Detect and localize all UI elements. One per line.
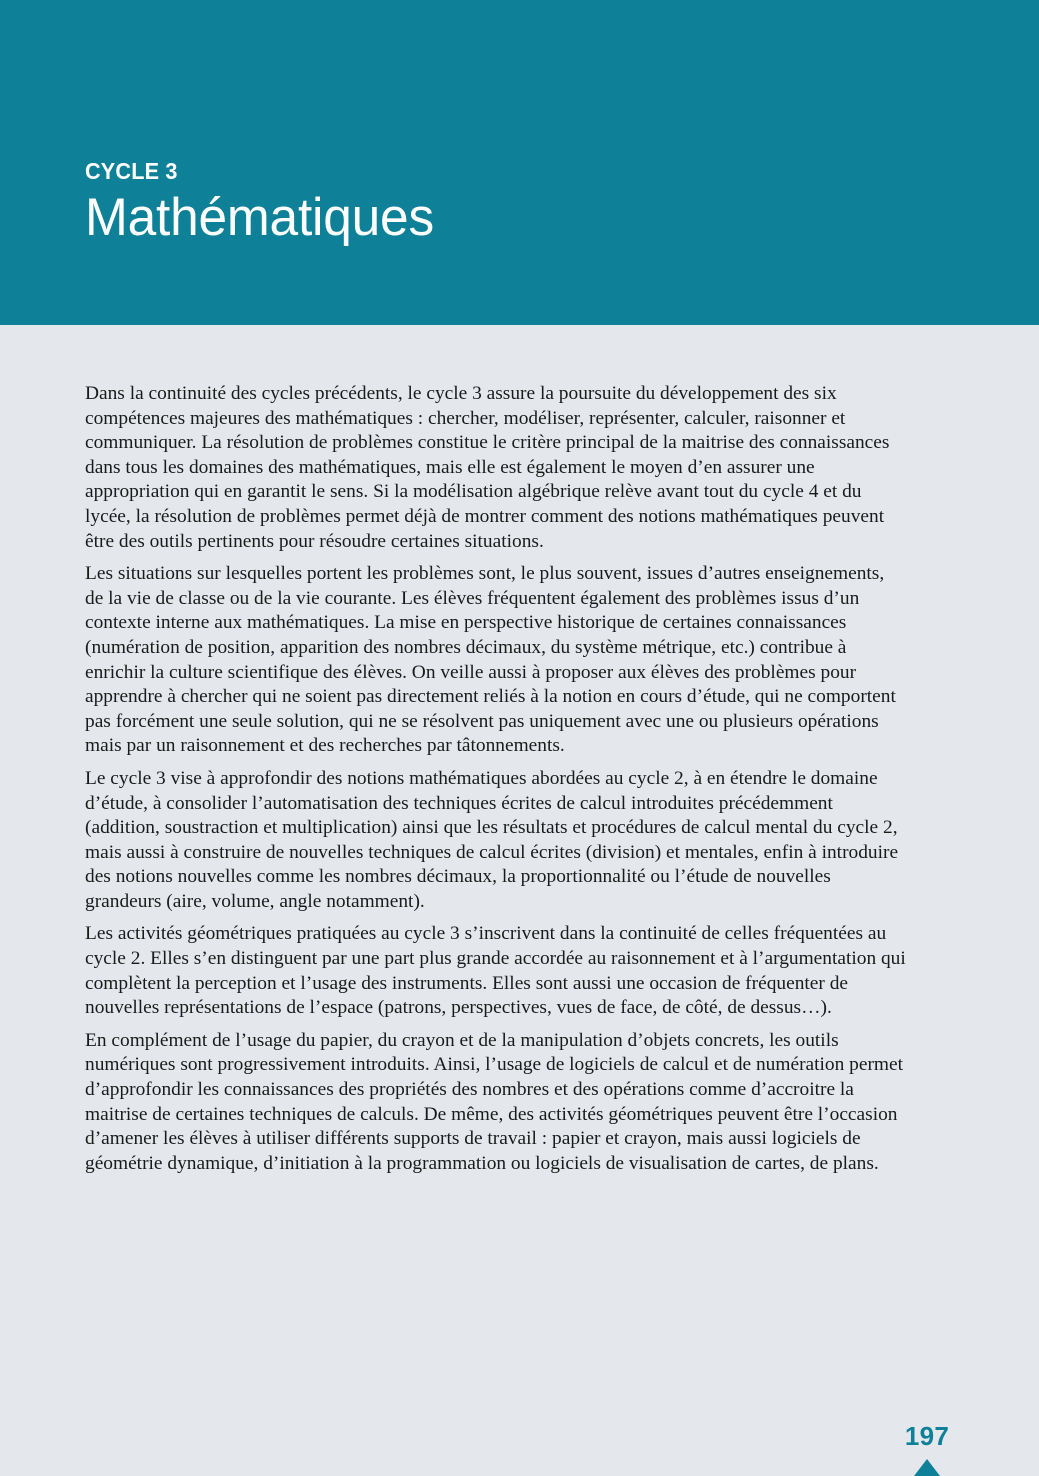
page-footer [867, 1423, 987, 1476]
page-number: 197 [904, 1421, 950, 1451]
body-paragraph: Dans la continuité des cycles précédents, le cycle 3 assure la poursuite du développement des six compétences majeures des mathématiques : chercher, modéliser, représenter, calculer, raisonner et communiquer. La résolution de problèmes constitue le critère principal de la maitrise des connaissances dans tous les domaines des mathématiques, mais elle est également le moyen d’en assurer une appropriation qui en garantit le sens. Si la modélisation algébrique relève avant tout du cycle 4 et du lycée, la résolution de problèmes permet déjà de montrer comment des notions mathématiques peuvent être des outils pertinents pour résoudre certaines situations. [85, 383, 890, 552]
body-paragraph: Le cycle 3 vise à approfondir des notions mathématiques abordées au cycle 2, à en étendre le domaine d’étude, à consolider l’automatisation des techniques écrites de calcul introduites précédemment (addition, soustraction et multiplication) ainsi que les résultats et procédures de calcul mental du cycle 2, mais aussi à construire de nouvelles techniques de calcul écrites (division) et mentales, enfin à introduire des notions nouvelles comme les nombres décimaux, la proportionnalité ou l’étude de nouvelles grandeurs (aire, volume, angle notamment). [85, 767, 899, 912]
body-paragraph: En complément de l’usage du papier, du crayon et de la manipulation d’objets concrets, les outils numériques sont progressivement introduits. Ainsi, l’usage de logiciels de calcul et de numération permet d’approfondir les connaissances des propriétés des nombres et des opérations comme d’accroitre la maitrise de certaines techniques de calculs. De même, des activités géométriques peuvent être l’occasion d’amener les élèves à utiliser différents supports de travail : papier et crayon, mais aussi logiciels de géométrie dynamique, d’initiation à la programmation ou logiciels de visualisation de cartes, de plans. [85, 1029, 903, 1174]
body-paragraph: Les activités géométriques pratiquées au cycle 3 s’inscrivent dans la continuité de celles fréquentées au cycle 2. Elles s’en distinguent par une part plus grande accordée au raisonnement et à l’argumentation qui complètent la perception et l’usage des instruments. Elles sont aussi une occasion de fréquenter de nouvelles représentations de l’espace (patrons, perspectives, vues de face, de côté, de dessus…). [85, 923, 906, 1019]
chapter-banner [0, 0, 1039, 325]
banner-text-block [85, 160, 445, 246]
triangle-up-icon [914, 1459, 940, 1476]
page-title: Mathématiques [85, 188, 434, 247]
cycle-eyebrow-label: CYCLE 3 [85, 158, 178, 184]
body-content [85, 382, 907, 1176]
body-paragraph: Les situations sur lesquelles portent les problèmes sont, le plus souvent, issues d’autres enseignements, de la vie de classe ou de la vie courante. Les élèves fréquentent également des problèmes issus d’un contexte interne aux mathématiques. La mise en perspective historique de certaines connaissances (numération de position, apparition des nombres décimaux, du système métrique, etc.) contribue à enrichir la culture scientifique des élèves. On veille aussi à proposer aux élèves des problèmes pour apprendre à chercher qui ne soient pas directement reliés à la notion en cours d’étude, qui ne comportent pas forcément une seule solution, qui ne se résolvent pas uniquement avec une ou plusieurs opérations mais par un raisonnement et des recherches par tâtonnements. [85, 563, 896, 757]
